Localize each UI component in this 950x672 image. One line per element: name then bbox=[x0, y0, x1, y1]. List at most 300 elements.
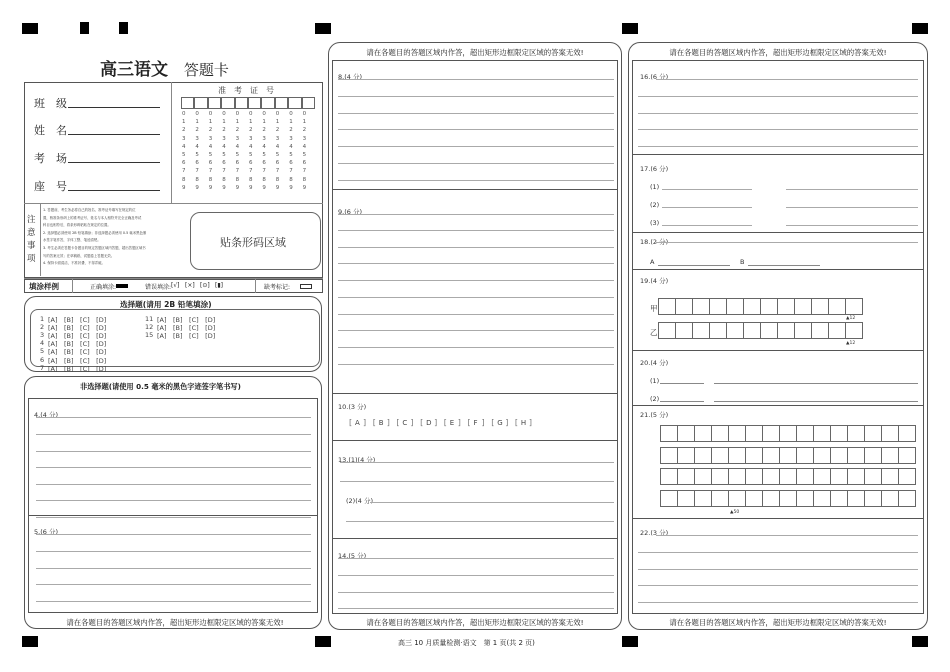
exam-no-digit-bubble[interactable]: 9 bbox=[302, 184, 307, 191]
exam-no-digit-bubble[interactable]: 5 bbox=[208, 152, 213, 158]
writing-cell[interactable] bbox=[845, 322, 863, 339]
answer-line[interactable] bbox=[338, 263, 614, 264]
exam-no-write-cell[interactable] bbox=[221, 97, 234, 109]
writing-cell[interactable] bbox=[830, 490, 848, 507]
writing-cell[interactable] bbox=[779, 425, 797, 442]
choice-bubbles[interactable]: [A] [B] [C] [D] bbox=[48, 324, 107, 333]
writing-cell[interactable] bbox=[694, 490, 712, 507]
writing-cell[interactable] bbox=[711, 490, 729, 507]
absent-label: 缺考标记: bbox=[264, 284, 291, 291]
q10-option[interactable]: C bbox=[402, 419, 408, 427]
writing-cell[interactable] bbox=[745, 490, 763, 507]
writing-cell[interactable] bbox=[898, 447, 916, 464]
exam-no-digit-bubble[interactable]: 1 bbox=[182, 119, 186, 126]
answer-line[interactable] bbox=[662, 207, 752, 208]
writing-cell[interactable] bbox=[677, 468, 695, 485]
q10-option[interactable]: H bbox=[520, 419, 527, 427]
answer-line[interactable] bbox=[662, 189, 752, 190]
exam-no-digit-bubble[interactable]: 8 bbox=[182, 176, 186, 183]
q10-option[interactable]: G bbox=[497, 419, 503, 427]
exam-no-digit-bubble[interactable]: 5 bbox=[302, 152, 307, 158]
answer-line[interactable] bbox=[36, 484, 311, 485]
answer-line[interactable] bbox=[338, 163, 614, 164]
writing-cell[interactable] bbox=[762, 425, 780, 442]
barcode-label: 贴条形码区域 bbox=[220, 236, 286, 249]
writing-cell[interactable] bbox=[779, 447, 797, 464]
exam-no-digit-bubble[interactable]: 7 bbox=[302, 168, 307, 175]
writing-cell[interactable] bbox=[813, 425, 831, 442]
exam-no-digit-bubble[interactable]: 7 bbox=[275, 168, 280, 175]
fill-correct-mark bbox=[116, 284, 128, 288]
exam-no-write-cell[interactable] bbox=[248, 97, 261, 109]
exam-no-write-cell[interactable] bbox=[275, 97, 288, 109]
writing-cell[interactable] bbox=[762, 447, 780, 464]
exam-no-digit-bubble[interactable]: 2 bbox=[235, 127, 240, 134]
writing-cell[interactable] bbox=[692, 322, 710, 339]
writing-cell[interactable] bbox=[745, 447, 763, 464]
answer-line[interactable] bbox=[338, 364, 614, 365]
q10-option[interactable]: F bbox=[473, 419, 478, 427]
exam-no-digit-bubble[interactable]: 1 bbox=[302, 119, 307, 126]
writing-cell[interactable] bbox=[760, 322, 778, 339]
writing-cell[interactable] bbox=[677, 425, 695, 442]
exam-no-digit-bubble[interactable]: 6 bbox=[182, 160, 186, 167]
q17-item-3: (3) bbox=[650, 219, 660, 227]
answer-line[interactable] bbox=[638, 96, 918, 97]
exam-no-digit-bubble[interactable]: 7 bbox=[249, 168, 253, 175]
exam-no-digit-bubble[interactable]: 8 bbox=[222, 176, 226, 183]
exam-no-digit-bubble[interactable]: 0 bbox=[222, 111, 226, 117]
exam-no-digit-bubble[interactable]: 0 bbox=[289, 111, 293, 117]
exam-no-digit-bubble[interactable]: 3 bbox=[195, 135, 199, 142]
exam-no-digit-bubble[interactable]: 6 bbox=[289, 160, 293, 167]
exam-no-write-cell[interactable] bbox=[194, 97, 207, 109]
writing-cell[interactable] bbox=[711, 468, 729, 485]
writing-cell[interactable] bbox=[864, 447, 882, 464]
writing-cell[interactable] bbox=[777, 298, 795, 315]
exam-no-digit-bubble[interactable]: 8 bbox=[195, 176, 199, 183]
writing-cell[interactable] bbox=[728, 490, 746, 507]
exam-no-digit-bubble[interactable]: 7 bbox=[289, 168, 293, 175]
answer-line[interactable] bbox=[338, 247, 614, 248]
exam-no-digit-bubble[interactable]: 1 bbox=[195, 119, 199, 126]
exam-no-digit-bubble[interactable]: 8 bbox=[262, 176, 266, 183]
writing-cell[interactable] bbox=[762, 468, 780, 485]
exam-no-digit-bubble[interactable]: 9 bbox=[249, 184, 253, 191]
exam-no-digit-bubble[interactable]: 1 bbox=[289, 119, 293, 126]
writing-cell[interactable] bbox=[694, 447, 712, 464]
choice-bubbles[interactable]: [A] [B] [C] [D] bbox=[48, 356, 107, 365]
exam-no-digit-bubble[interactable]: 3 bbox=[222, 135, 226, 142]
exam-no-digit-bubble[interactable]: 8 bbox=[275, 176, 280, 183]
writing-cell[interactable] bbox=[745, 425, 763, 442]
answer-line[interactable] bbox=[370, 502, 614, 503]
exam-no-digit-bubble[interactable]: 9 bbox=[195, 184, 199, 191]
exam-no-digit-bubble[interactable]: 4 bbox=[182, 143, 186, 150]
answer-line[interactable] bbox=[340, 481, 614, 482]
writing-cell[interactable] bbox=[726, 298, 744, 315]
answer-line[interactable] bbox=[638, 113, 918, 114]
exam-no-digit-bubble[interactable]: 2 bbox=[249, 127, 253, 134]
writing-cell[interactable] bbox=[881, 425, 899, 442]
choice-bubbles[interactable]: [A] [B] [C] [D] bbox=[48, 348, 107, 357]
exam-no-digit-bubble[interactable]: 6 bbox=[275, 160, 280, 167]
exam-no-digit-bubble[interactable]: 8 bbox=[302, 176, 307, 183]
exam-no-digit-bubble[interactable]: 3 bbox=[208, 135, 213, 142]
exam-no-digit-bubble[interactable]: 0 bbox=[249, 111, 253, 117]
q19-mark-1: ▲12 bbox=[846, 316, 856, 321]
writing-cell[interactable] bbox=[796, 490, 814, 507]
writing-cell[interactable] bbox=[660, 490, 678, 507]
exam-no-digit-bubble[interactable]: 1 bbox=[275, 119, 280, 126]
writing-cell[interactable] bbox=[675, 298, 693, 315]
exam-no-digit-bubble[interactable]: 3 bbox=[249, 135, 253, 142]
answer-line[interactable] bbox=[338, 214, 614, 215]
exam-no-digit-bubble[interactable]: 1 bbox=[249, 119, 253, 126]
exam-no-digit-bubble[interactable]: 0 bbox=[275, 111, 280, 117]
answer-line[interactable] bbox=[338, 79, 614, 80]
q10-option[interactable]: B bbox=[378, 419, 384, 427]
writing-cell[interactable] bbox=[794, 298, 812, 315]
q19-row-2-label: 乙 bbox=[650, 328, 658, 337]
choice-bubbles[interactable]: [A] [B] [C] [D] bbox=[48, 332, 107, 341]
writing-cell[interactable] bbox=[728, 447, 746, 464]
exam-no-digit-bubble[interactable]: 5 bbox=[235, 152, 240, 158]
exam-no-digit-bubble[interactable]: 4 bbox=[208, 143, 213, 150]
writing-cell[interactable] bbox=[777, 322, 795, 339]
answer-line[interactable] bbox=[638, 585, 918, 586]
exam-no-digit-bubble[interactable]: 8 bbox=[289, 176, 293, 183]
writing-cell[interactable] bbox=[709, 322, 727, 339]
writing-cell[interactable] bbox=[743, 322, 761, 339]
choice-bubbles[interactable]: [A] [B] [C] [D] bbox=[48, 364, 107, 373]
answer-line[interactable] bbox=[338, 575, 614, 576]
writing-cell[interactable] bbox=[828, 298, 846, 315]
writing-cell[interactable] bbox=[762, 490, 780, 507]
exam-no-digit-bubble[interactable]: 4 bbox=[195, 143, 199, 150]
writing-cell[interactable] bbox=[692, 298, 710, 315]
exam-no-digit-bubble[interactable]: 9 bbox=[208, 184, 213, 191]
q18-a-input[interactable] bbox=[658, 265, 730, 266]
exam-no-digit-bubble[interactable]: 6 bbox=[302, 160, 307, 167]
exam-no-digit-bubble[interactable]: 6 bbox=[195, 160, 199, 167]
exam-no-digit-bubble[interactable]: 9 bbox=[289, 184, 293, 191]
answer-line[interactable] bbox=[36, 551, 311, 552]
answer-line[interactable] bbox=[340, 462, 614, 463]
writing-cell[interactable] bbox=[813, 468, 831, 485]
answer-line[interactable] bbox=[638, 602, 918, 603]
exam-no-digit-bubble[interactable]: 4 bbox=[222, 143, 226, 150]
writing-cell[interactable] bbox=[711, 447, 729, 464]
exam-no-write-cell[interactable] bbox=[288, 97, 301, 109]
exam-no-digit-bubble[interactable]: 2 bbox=[195, 127, 199, 134]
exam-no-write-cell[interactable] bbox=[261, 97, 274, 109]
exam-no-digit-bubble[interactable]: 9 bbox=[235, 184, 240, 191]
writing-cell[interactable] bbox=[711, 425, 729, 442]
choice-bubbles[interactable]: [A] [B] [C] [D] bbox=[157, 324, 216, 333]
exam-no-digit-bubble[interactable]: 2 bbox=[302, 127, 307, 134]
answer-line[interactable] bbox=[338, 314, 614, 315]
exam-no-digit-bubble[interactable]: 6 bbox=[262, 160, 266, 167]
exam-no-digit-bubble[interactable]: 2 bbox=[289, 127, 293, 134]
writing-cell[interactable] bbox=[898, 490, 916, 507]
exam-no-digit-bubble[interactable]: 1 bbox=[235, 119, 240, 126]
q20-1-input-a[interactable] bbox=[660, 383, 704, 384]
answer-line[interactable] bbox=[786, 207, 918, 208]
answer-line[interactable] bbox=[36, 601, 311, 602]
exam-no-digit-bubble[interactable]: 4 bbox=[275, 143, 280, 150]
answer-line[interactable] bbox=[638, 146, 918, 147]
writing-cell[interactable] bbox=[830, 425, 848, 442]
writing-cell[interactable] bbox=[830, 447, 848, 464]
exam-no-digit-bubble[interactable]: 0 bbox=[208, 111, 213, 117]
exam-no-digit-bubble[interactable]: 3 bbox=[289, 135, 293, 142]
exam-no-digit-bubble[interactable]: 5 bbox=[182, 152, 186, 158]
answer-line[interactable] bbox=[36, 417, 311, 418]
exam-no-digit-bubble[interactable]: 8 bbox=[249, 176, 253, 183]
writing-cell[interactable] bbox=[726, 322, 744, 339]
exam-no-write-cell[interactable] bbox=[302, 97, 315, 109]
answer-line[interactable] bbox=[656, 535, 918, 536]
exam-no-digit-bubble[interactable]: 6 bbox=[222, 160, 226, 167]
writing-cell[interactable] bbox=[728, 468, 746, 485]
exam-no-digit-bubble[interactable]: 3 bbox=[262, 135, 266, 142]
exam-no-digit-bubble[interactable]: 2 bbox=[222, 127, 226, 134]
writing-cell[interactable] bbox=[864, 490, 882, 507]
field-name-input[interactable] bbox=[68, 134, 160, 135]
exam-no-digit-bubble[interactable]: 6 bbox=[235, 160, 240, 167]
writing-cell[interactable] bbox=[745, 468, 763, 485]
writing-cell[interactable] bbox=[779, 490, 797, 507]
exam-no-digit-bubble[interactable]: 4 bbox=[262, 143, 266, 150]
divider bbox=[632, 154, 924, 155]
writing-cell[interactable] bbox=[828, 322, 846, 339]
answer-line[interactable] bbox=[338, 297, 614, 298]
answer-line[interactable] bbox=[338, 180, 614, 181]
writing-cell[interactable] bbox=[830, 468, 848, 485]
answer-line[interactable] bbox=[338, 347, 614, 348]
writing-cell[interactable] bbox=[845, 298, 863, 315]
exam-no-digit-bubble[interactable]: 8 bbox=[235, 176, 240, 183]
exam-no-digit-bubble[interactable]: 1 bbox=[222, 119, 226, 126]
writing-cell[interactable] bbox=[898, 425, 916, 442]
exam-no-digit-bubble[interactable]: 0 bbox=[262, 111, 266, 117]
answer-line[interactable] bbox=[338, 330, 614, 331]
choice-title: 选择题(请用 2B 铅笔填涂) bbox=[120, 300, 212, 309]
writing-cell[interactable] bbox=[677, 490, 695, 507]
q20-item-1: (1) bbox=[650, 377, 660, 385]
exam-no-digit-bubble[interactable]: 7 bbox=[195, 168, 199, 175]
exam-no-digit-bubble[interactable]: 3 bbox=[182, 135, 186, 142]
answer-line[interactable] bbox=[36, 434, 311, 435]
answer-line[interactable] bbox=[656, 242, 918, 243]
answer-line[interactable] bbox=[338, 592, 614, 593]
writing-cell[interactable] bbox=[660, 425, 678, 442]
q18-b-input[interactable] bbox=[748, 265, 820, 266]
writing-cell[interactable] bbox=[743, 298, 761, 315]
choice-bubbles[interactable]: [A] [B] [C] [D] bbox=[48, 340, 107, 349]
writing-cell[interactable] bbox=[881, 468, 899, 485]
writing-cell[interactable] bbox=[796, 447, 814, 464]
field-room-input[interactable] bbox=[68, 162, 160, 163]
exam-no-digit-bubble[interactable]: 3 bbox=[302, 135, 307, 142]
exam-no-digit-bubble[interactable]: 9 bbox=[275, 184, 280, 191]
exam-no-digit-bubble[interactable]: 6 bbox=[249, 160, 253, 167]
writing-cell[interactable] bbox=[779, 468, 797, 485]
answer-line[interactable] bbox=[338, 113, 614, 114]
exam-no-digit-bubble[interactable]: 7 bbox=[208, 168, 213, 175]
q20-2-input-b[interactable] bbox=[714, 401, 918, 402]
exam-no-digit-bubble[interactable]: 4 bbox=[289, 143, 293, 150]
exam-no-digit-bubble[interactable]: 4 bbox=[302, 143, 307, 150]
divider bbox=[171, 82, 172, 203]
exam-no-digit-bubble[interactable]: 1 bbox=[262, 119, 266, 126]
exam-no-digit-bubble[interactable]: 5 bbox=[289, 152, 293, 158]
writing-cell[interactable] bbox=[864, 425, 882, 442]
answer-line[interactable] bbox=[338, 230, 614, 231]
exam-no-digit-bubble[interactable]: 2 bbox=[275, 127, 280, 134]
writing-cell[interactable] bbox=[864, 468, 882, 485]
exam-no-digit-bubble[interactable]: 7 bbox=[235, 168, 240, 175]
writing-cell[interactable] bbox=[660, 447, 678, 464]
exam-no-digit-bubble[interactable]: 8 bbox=[208, 176, 213, 183]
q10-label: 10.(3 分) bbox=[338, 403, 367, 411]
page-title bbox=[100, 55, 229, 80]
answer-line[interactable] bbox=[638, 129, 918, 130]
answer-line[interactable] bbox=[36, 534, 311, 535]
choice-number: 6 bbox=[40, 355, 45, 364]
writing-cell[interactable] bbox=[847, 425, 865, 442]
answer-line[interactable] bbox=[638, 552, 918, 553]
exam-no-digit-bubble[interactable]: 5 bbox=[222, 152, 226, 158]
exam-no-digit-bubble[interactable]: 2 bbox=[182, 127, 186, 134]
writing-cell[interactable] bbox=[658, 322, 676, 339]
answer-line[interactable] bbox=[338, 558, 614, 559]
answer-line[interactable] bbox=[656, 79, 918, 80]
writing-cell[interactable] bbox=[847, 468, 865, 485]
choice-bubbles[interactable]: [A] [B] [C] [D] bbox=[157, 316, 216, 324]
exam-no-digit-bubble[interactable]: 0 bbox=[302, 111, 307, 117]
answer-line[interactable] bbox=[786, 189, 918, 190]
exam-no-digit-bubble[interactable]: 5 bbox=[249, 152, 253, 158]
field-seat-input[interactable] bbox=[68, 190, 160, 191]
choice-bubbles[interactable]: [A] [B] [C] [D] bbox=[157, 332, 216, 341]
exam-no-label: 准 考 证 号 bbox=[218, 86, 274, 95]
writing-cell[interactable] bbox=[677, 447, 695, 464]
writing-cell[interactable] bbox=[811, 322, 829, 339]
exam-no-digit-bubble[interactable]: 2 bbox=[262, 127, 266, 134]
exam-no-digit-bubble[interactable]: 0 bbox=[182, 111, 186, 117]
answer-line[interactable] bbox=[36, 517, 311, 518]
answer-line[interactable] bbox=[36, 451, 311, 452]
answer-line[interactable] bbox=[338, 146, 614, 147]
answer-line[interactable] bbox=[36, 568, 311, 569]
writing-cell[interactable] bbox=[847, 447, 865, 464]
writing-cell[interactable] bbox=[709, 298, 727, 315]
exam-no-digit-bubble[interactable]: 5 bbox=[275, 152, 280, 158]
answer-line[interactable] bbox=[338, 280, 614, 281]
writing-cell[interactable] bbox=[694, 468, 712, 485]
answer-line[interactable] bbox=[338, 129, 614, 130]
writing-cell[interactable] bbox=[660, 468, 678, 485]
answer-line[interactable] bbox=[786, 225, 918, 226]
exam-no-digit-bubble[interactable]: 9 bbox=[262, 184, 266, 191]
exam-no-digit-bubble[interactable]: 2 bbox=[208, 127, 213, 134]
writing-cell[interactable] bbox=[813, 447, 831, 464]
q20-1-input-b[interactable] bbox=[714, 383, 918, 384]
exam-no-write-cell[interactable] bbox=[181, 97, 194, 109]
exam-no-digit-bubble[interactable]: 7 bbox=[182, 168, 186, 175]
notes-line: 1. 答题前，考生务必将自己的姓名、准考证号填写在规定的位 bbox=[43, 208, 136, 212]
exam-no-digit-bubble[interactable]: 9 bbox=[222, 184, 226, 191]
writing-cell[interactable] bbox=[760, 298, 778, 315]
exam-no-digit-bubble[interactable]: 6 bbox=[208, 160, 213, 167]
writing-cell[interactable] bbox=[694, 425, 712, 442]
answer-line[interactable] bbox=[36, 584, 311, 585]
registration-mark bbox=[622, 23, 638, 34]
exam-no-digit-bubble[interactable]: 9 bbox=[182, 184, 186, 191]
q20-2-input-a[interactable] bbox=[660, 401, 704, 402]
writing-cell[interactable] bbox=[813, 490, 831, 507]
warning-col3-bottom: 请在各题目的答题区域内作答，超出矩形边框限定区域的答案无效! bbox=[669, 618, 887, 627]
writing-cell[interactable] bbox=[658, 298, 676, 315]
answer-line[interactable] bbox=[338, 96, 614, 97]
writing-cell[interactable] bbox=[811, 298, 829, 315]
exam-no-digit-bubble[interactable]: 7 bbox=[262, 168, 266, 175]
writing-cell[interactable] bbox=[794, 322, 812, 339]
writing-cell[interactable] bbox=[675, 322, 693, 339]
exam-no-digit-bubble[interactable]: 3 bbox=[275, 135, 280, 142]
q10-option[interactable]: A bbox=[355, 419, 360, 427]
answer-line[interactable] bbox=[638, 569, 918, 570]
exam-no-digit-bubble[interactable]: 4 bbox=[235, 143, 240, 150]
exam-no-digit-bubble[interactable]: 7 bbox=[222, 168, 226, 175]
answer-line[interactable] bbox=[662, 225, 752, 226]
answer-line[interactable] bbox=[36, 467, 311, 468]
exam-no-write-cell[interactable] bbox=[208, 97, 221, 109]
writing-cell[interactable] bbox=[728, 425, 746, 442]
q22-label: 22.(3 分) bbox=[640, 529, 669, 537]
exam-no-digit-bubble[interactable]: 0 bbox=[235, 111, 240, 117]
field-class-input[interactable] bbox=[68, 107, 160, 108]
exam-no-digit-bubble[interactable]: 4 bbox=[249, 143, 253, 150]
exam-no-digit-bubble[interactable]: 5 bbox=[195, 152, 199, 158]
answer-line[interactable] bbox=[346, 521, 614, 522]
page-footer: 高三 10 月质量检测·语文 第 1 页(共 2 页) bbox=[398, 639, 535, 647]
writing-cell[interactable] bbox=[898, 468, 916, 485]
registration-mark bbox=[622, 636, 638, 647]
exam-no-digit-bubble[interactable]: 5 bbox=[262, 152, 266, 158]
notes-line: 水签字笔作答，字体工整、笔迹清楚。 bbox=[43, 238, 101, 243]
absent-mark-box[interactable] bbox=[300, 284, 312, 289]
exam-no-digit-bubble[interactable]: 3 bbox=[235, 135, 240, 142]
writing-cell[interactable] bbox=[881, 447, 899, 464]
exam-no-digit-bubble[interactable]: 1 bbox=[208, 119, 213, 126]
warning-col2-top: 请在各题目的答题区域内作答，超出矩形边框限定区域的答案无效! bbox=[366, 48, 584, 57]
exam-no-digit-bubble[interactable]: 0 bbox=[195, 111, 199, 117]
answer-line[interactable] bbox=[338, 608, 614, 609]
writing-cell[interactable] bbox=[881, 490, 899, 507]
exam-no-write-cell[interactable] bbox=[235, 97, 248, 109]
warning-col3-top: 请在各题目的答题区域内作答，超出矩形边框限定区域的答案无效! bbox=[669, 48, 887, 57]
answer-line[interactable] bbox=[36, 500, 311, 501]
q10-option[interactable]: E bbox=[449, 419, 455, 427]
writing-cell[interactable] bbox=[796, 425, 814, 442]
writing-cell[interactable] bbox=[847, 490, 865, 507]
writing-cell[interactable] bbox=[796, 468, 814, 485]
q10-option[interactable]: D bbox=[426, 419, 432, 427]
choice-bubbles[interactable]: [A] [B] [C] [D] bbox=[48, 316, 107, 324]
